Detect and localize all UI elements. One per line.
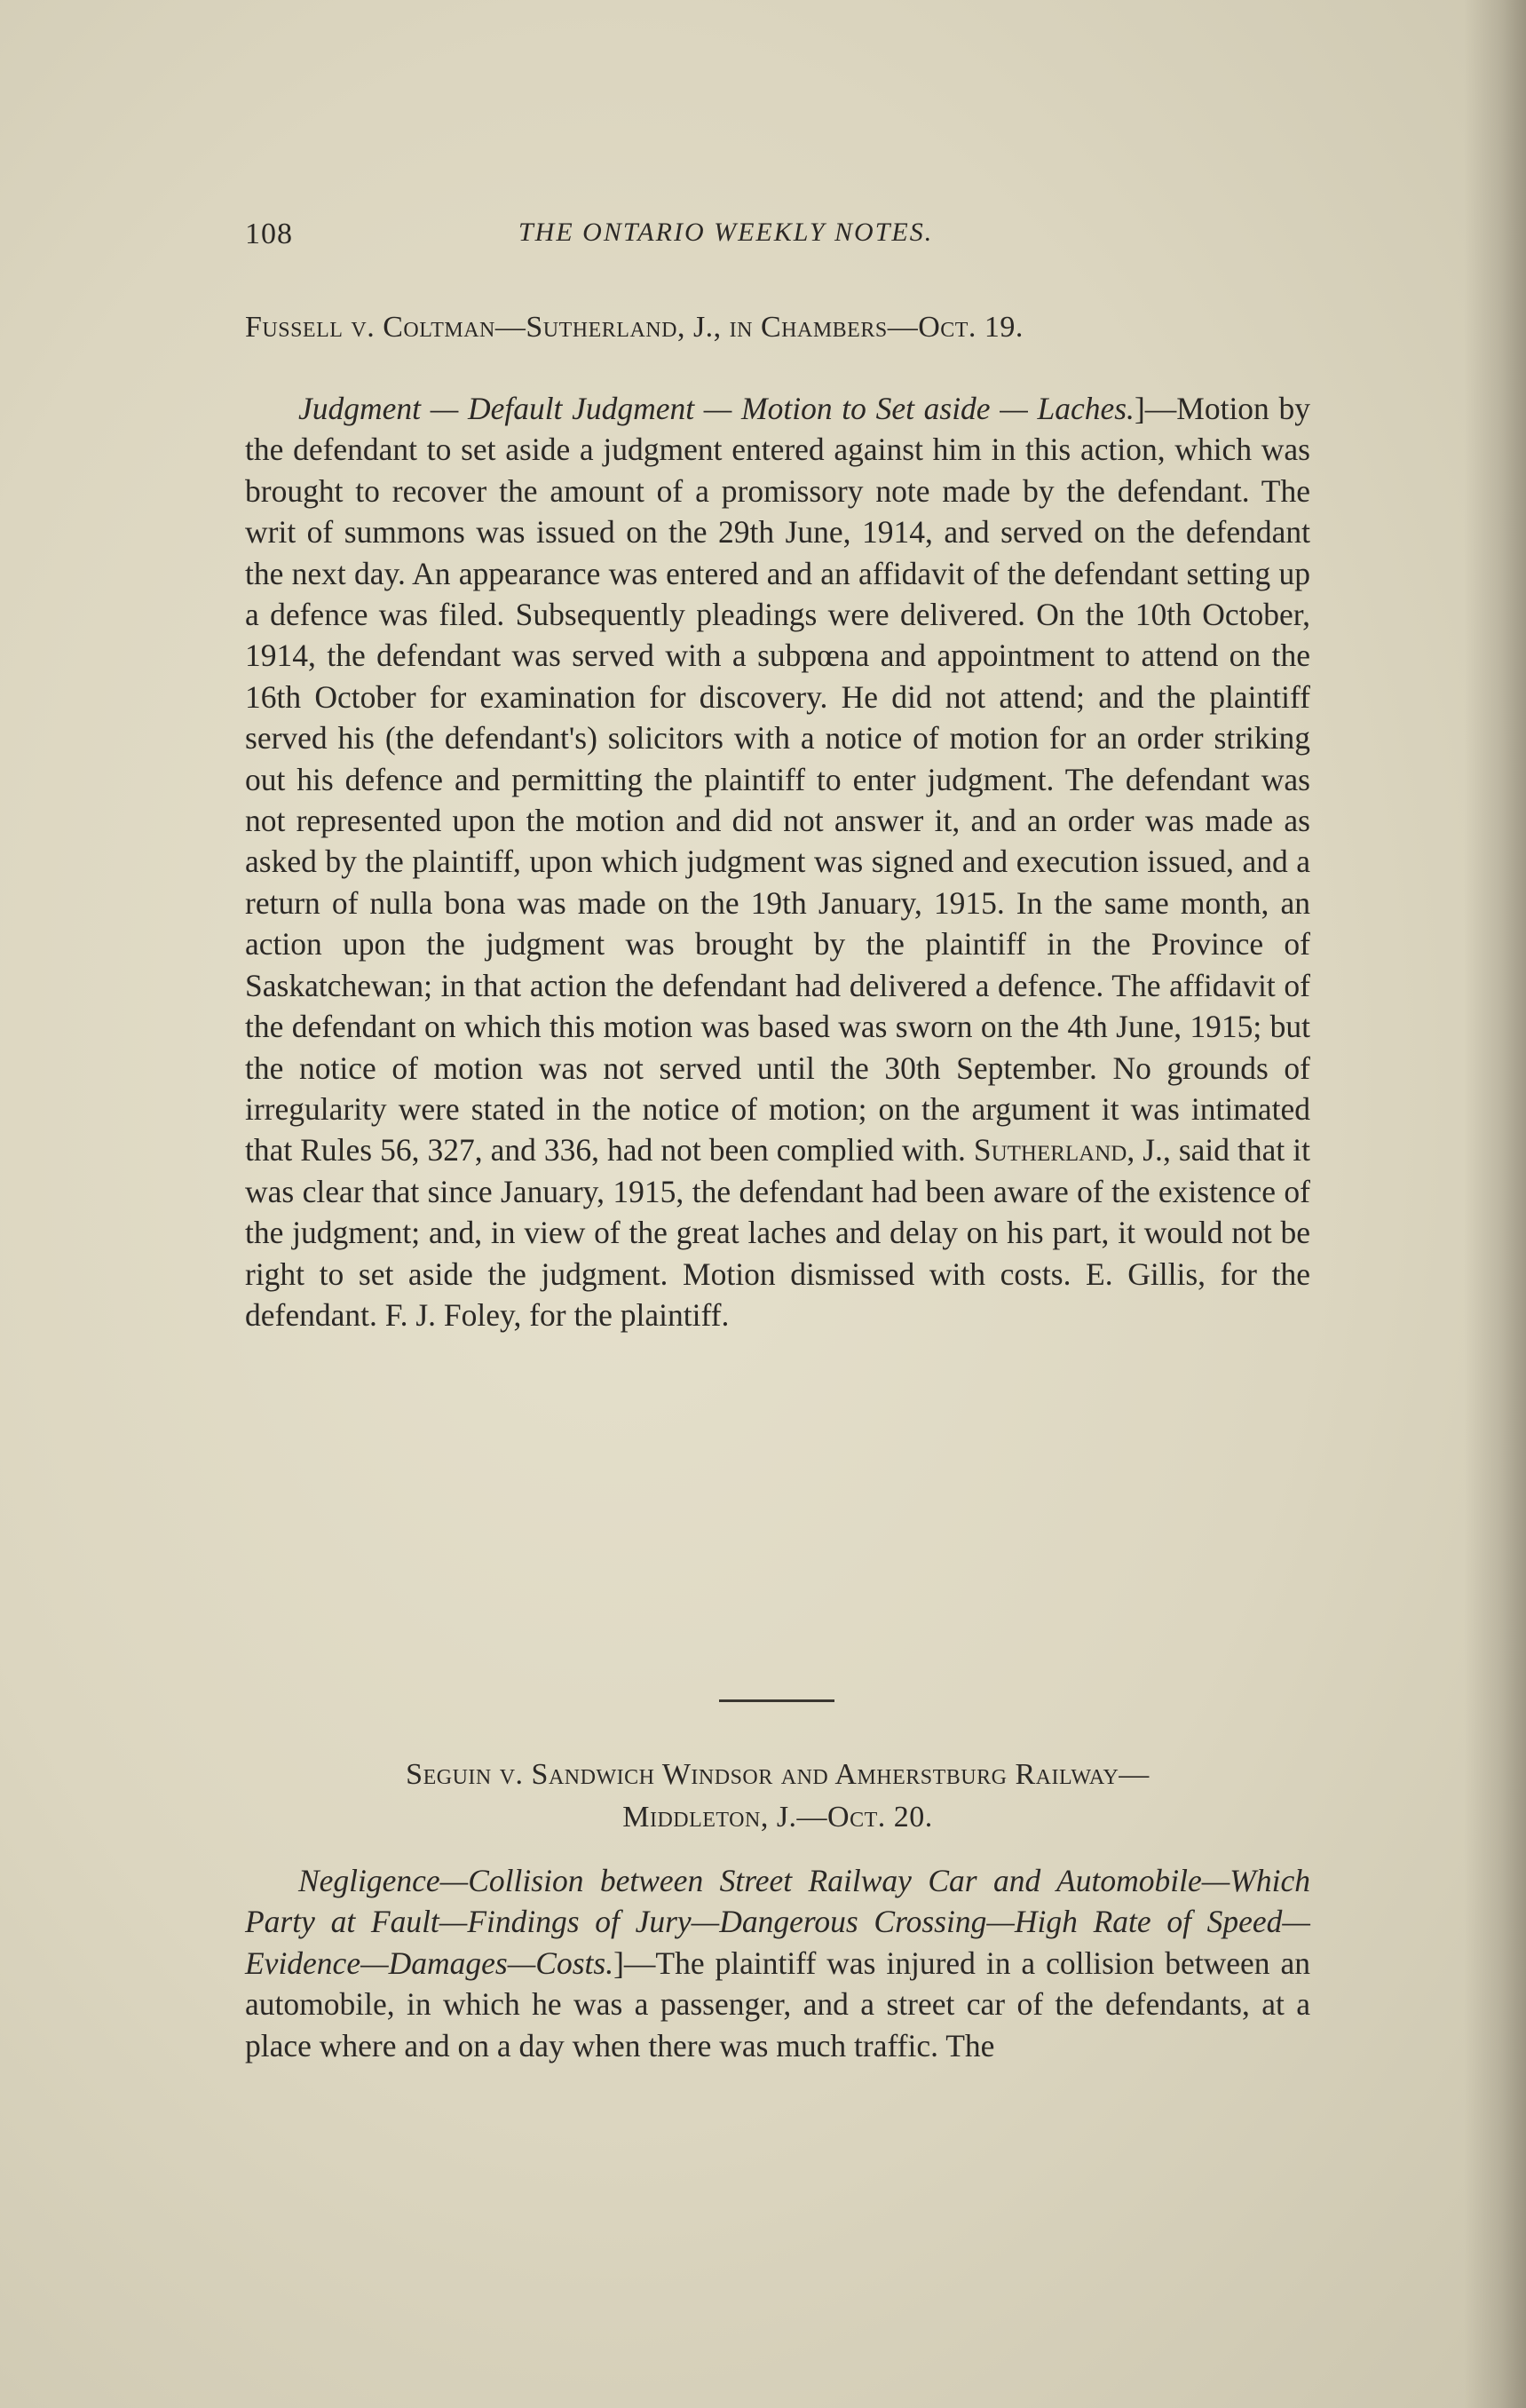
case1-heading: Fussell v. Coltman—Sutherland, J., in Chambers—Oct. 19. (245, 311, 1024, 344)
case1-text-b: , said that it was clear that since January, 1915, the defendant had been aware of the existence of the judgment; and, in view of the great laches and delay on his part, it would not be right to set aside the judgment. Motion dismissed with costs. E. Gillis, for the defendant. F. J. Foley, for the plaintiff. (245, 1132, 1310, 1333)
case2-catchwords: Negligence—Collision between Street Railway Car and Automobile—Which Party at Fault—Findings of Jury—Dangerous Crossing—High Rate of Speed—Evidence—Damages—Costs. (245, 1863, 1310, 1981)
case2-heading-line2: Middleton, J.—Oct. 20. (622, 1801, 933, 1834)
section-divider (719, 1699, 834, 1702)
journal-title: THE ONTARIO WEEKLY NOTES. (518, 218, 934, 247)
case2-heading (245, 1754, 1310, 1839)
case1-catchwords: Judgment — Default Judgment — Motion to Set aside — Laches. (298, 391, 1135, 426)
page-edge-shadow (1464, 0, 1526, 2408)
page-number: 108 (245, 218, 293, 250)
case2-heading-line1: Seguin v. Sandwich Windsor and Amherstburg Railway— (406, 1758, 1150, 1791)
running-head (245, 218, 1310, 262)
case1-judge: Sutherland, J. (973, 1132, 1163, 1168)
case1-body (245, 388, 1310, 1335)
case1-text-a: ]—Motion by the defendant to set aside a judgment entered against him in this action, which was brought to recover the amount of a promissory note made by the defendant. The writ of summons was issued on the 29th June, 1914, and served on the defendant the next day. An appearance was entered and an affidavit of the defendant setting up a defence was filed. Subsequently pleadings were delivered. On the 10th October, 1914, the defendant was served with a subpœna and appointment to attend on the 16th October for examination for discovery. He did not attend; and the plaintiff served his (the defendant's) solicitors with a notice of motion for an order striking out his defence and permitting the plaintiff to enter judgment. The defendant was not represented upon the motion and did not answer it, and an order was made as asked by the plaintiff, upon which judgment was signed and execution issued, and a return of nulla bona was made on the 19th January, 1915. In the same month, an action upon the judgment was brought by the plaintiff in the Province of Saskatchewan; in that action the defendant had delivered a defence. The affidavit of the defendant on which this motion was based was sworn on the 4th June, 1915; but the notice of motion was not served until the 30th September. No grounds of irregularity were stated in the notice of motion; on the argument it was intimated that Rules 56, 327, and 336, had not been complied with. (245, 391, 1310, 1168)
case2-text: ]—The plaintiff was injured in a collision between an automobile, in which he was a passenger, and a street car of the defendants, at a place where and on a day when there was much traffic. The (245, 1945, 1310, 2063)
case2-body (245, 1860, 1310, 2066)
